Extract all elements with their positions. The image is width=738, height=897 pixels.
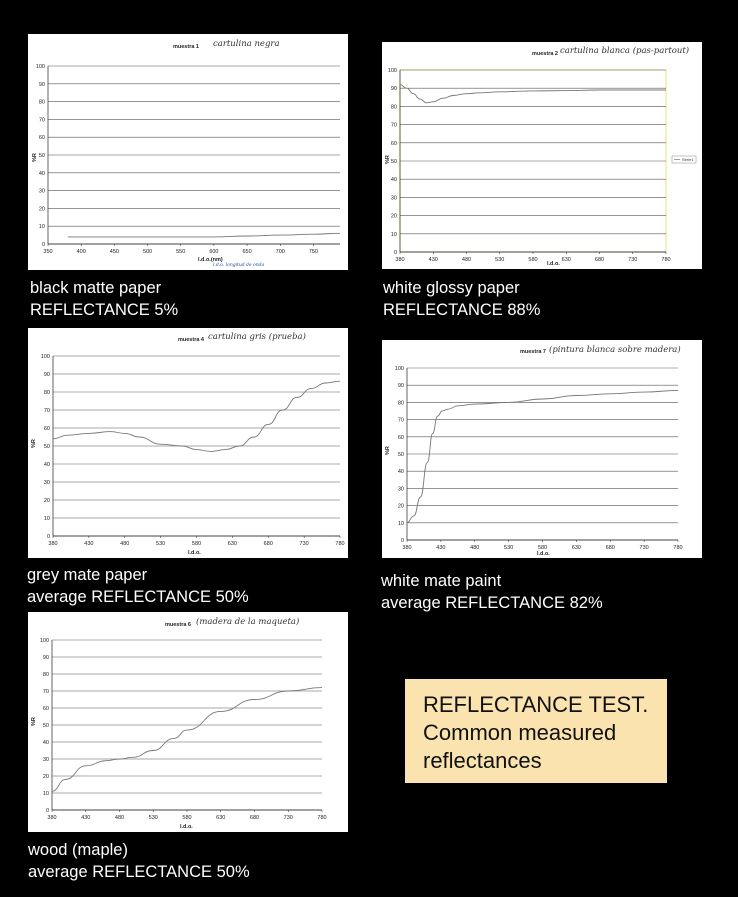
series-line (400, 85, 666, 103)
chart-panel-black-matte (28, 34, 348, 270)
y-tick-label: 70 (42, 689, 49, 695)
x-tick-label: 680 (594, 257, 605, 263)
caption-reflectance: average REFLECTANCE 50% (27, 588, 249, 606)
y-tick-label: 90 (38, 81, 45, 88)
y-tick-label: 70 (397, 417, 404, 424)
y-tick-label: 50 (42, 723, 49, 729)
x-tick-label: 480 (470, 545, 480, 551)
y-tick-label: 30 (43, 480, 50, 486)
y-tick-label: 100 (387, 68, 397, 74)
chart-panel-grey-mate (28, 328, 348, 558)
x-axis-label: l.d.o. (547, 261, 560, 267)
chart-svg-white-glossy (382, 42, 702, 269)
y-tick-label: 80 (38, 99, 45, 106)
y-tick-label: 40 (390, 177, 397, 184)
y-axis-label: %R (31, 717, 37, 726)
x-axis-label: l.d.o.(nm) (198, 257, 223, 263)
chart-panel-white-glossy (382, 42, 702, 269)
y-tick-label: 0 (393, 250, 397, 256)
y-tick-label: 10 (43, 516, 50, 522)
y-tick-label: 60 (42, 706, 49, 712)
x-tick-label: 380 (395, 257, 405, 263)
chart-svg-wood-maple (28, 612, 348, 832)
y-axis-label: %R (385, 446, 391, 455)
x-tick-label: 380 (48, 541, 58, 547)
caption-material: black matte paper (30, 279, 162, 297)
caption-grey-mate (27, 564, 249, 608)
y-tick-label: 70 (390, 122, 397, 129)
y-tick-label: 10 (42, 791, 49, 797)
y-tick-label: 60 (38, 135, 45, 142)
y-tick-label: 50 (43, 444, 50, 450)
x-tick-label: 630 (216, 815, 226, 821)
caption-reflectance: average REFLECTANCE 50% (28, 863, 250, 881)
x-axis-label: l.d.o. (180, 824, 193, 830)
summary-line-3: reflectances (423, 748, 542, 773)
y-tick-label: 50 (397, 452, 404, 458)
x-tick-label: 430 (84, 541, 94, 547)
x-tick-label: 580 (182, 815, 192, 821)
y-tick-label: 100 (40, 354, 50, 360)
y-tick-label: 100 (35, 64, 45, 70)
chart-panel-white-mate-paint (382, 340, 702, 558)
panel-title: muestra 4 (178, 337, 204, 343)
x-tick-label: 730 (283, 815, 293, 821)
caption-black-matte (30, 277, 178, 321)
x-axis-label: l.d.o. (188, 550, 201, 556)
y-tick-label: 80 (42, 672, 49, 678)
x-tick-label: 630 (227, 541, 237, 547)
y-tick-label: 60 (390, 140, 397, 147)
x-tick-label: 580 (537, 545, 548, 551)
panel-title: muestra 6 (165, 622, 191, 628)
y-tick-label: 100 (394, 366, 404, 372)
x-tick-label: 530 (156, 541, 166, 547)
y-tick-label: 30 (38, 188, 45, 195)
caption-reflectance: REFLECTANCE 88% (383, 301, 541, 319)
y-tick-label: 0 (400, 538, 404, 544)
caption-reflectance: REFLECTANCE 5% (30, 301, 179, 319)
y-tick-label: 10 (397, 520, 404, 527)
y-tick-label: 40 (38, 170, 45, 177)
y-axis-label: %R (31, 439, 37, 448)
x-tick-label: 680 (263, 541, 273, 547)
caption-material: grey mate paper (27, 566, 148, 584)
x-tick-label: 680 (605, 545, 615, 551)
caption-material: white glossy paper (383, 279, 520, 297)
x-tick-label: 580 (191, 541, 202, 547)
x-tick-label: 700 (275, 249, 285, 255)
y-tick-label: 40 (43, 462, 50, 468)
y-tick-label: 20 (42, 774, 49, 780)
series-line (407, 390, 678, 522)
y-tick-label: 80 (43, 390, 50, 396)
x-tick-label: 530 (495, 257, 505, 263)
y-tick-label: 20 (390, 213, 397, 220)
y-tick-label: 90 (390, 86, 397, 93)
y-tick-label: 40 (397, 469, 404, 476)
y-tick-label: 60 (43, 426, 50, 432)
x-tick-label: 500 (142, 249, 153, 255)
handwritten-label: (pintura blanca sobre madera) (549, 345, 681, 355)
summary-box (405, 679, 667, 783)
y-tick-label: 70 (43, 408, 50, 414)
y-tick-label: 90 (397, 383, 404, 390)
y-tick-label: 40 (42, 740, 49, 746)
caption-material: wood (maple) (28, 841, 128, 859)
handwritten-label: cartulina blanca (pas-partout) (560, 46, 690, 56)
y-tick-label: 20 (397, 503, 404, 510)
y-tick-label: 30 (42, 757, 49, 763)
y-tick-label: 50 (390, 159, 397, 165)
x-tick-label: 600 (209, 249, 219, 255)
y-tick-label: 30 (397, 486, 404, 493)
x-tick-label: 780 (335, 541, 345, 547)
summary-line-1: REFLECTANCE TEST. (423, 692, 649, 717)
chart-panel-wood-maple (28, 612, 348, 832)
y-tick-label: 100 (39, 638, 49, 644)
x-tick-label: 730 (628, 257, 638, 263)
x-tick-label: 380 (402, 545, 412, 551)
chart-svg-black-matte (28, 34, 348, 270)
x-tick-label: 530 (148, 815, 158, 821)
caption-white-mate-paint (381, 570, 603, 614)
y-axis-label: %R (385, 155, 391, 164)
x-tick-label: 430 (428, 257, 438, 263)
x-tick-label: 630 (571, 545, 581, 551)
x-tick-label: 630 (561, 257, 571, 263)
x-tick-label: 480 (461, 257, 472, 263)
y-tick-label: 90 (42, 655, 49, 661)
y-tick-label: 0 (46, 534, 50, 540)
y-tick-label: 80 (397, 400, 404, 407)
x-tick-label: 400 (76, 249, 86, 255)
x-tick-label: 730 (639, 545, 649, 551)
caption-wood-maple (28, 839, 250, 883)
x-tick-label: 780 (661, 257, 671, 263)
x-tick-label: 430 (436, 545, 446, 551)
x-tick-label: 450 (109, 249, 119, 255)
x-tick-label: 730 (299, 541, 309, 547)
chart-svg-white-mate-paint (382, 340, 702, 558)
caption-material: white mate paint (381, 572, 502, 590)
handwritten-label: cartulina gris (prueba) (208, 332, 306, 342)
y-tick-label: 50 (38, 153, 45, 159)
x-tick-label: 650 (242, 249, 252, 255)
handwritten-label: (madera de la maqueta) (196, 617, 300, 627)
x-tick-label: 680 (249, 815, 260, 821)
x-tick-label: 430 (81, 815, 91, 821)
handwritten-note: l.d.o. longitud de onda (213, 263, 265, 268)
panel-title: muestra 1 (173, 44, 199, 50)
x-tick-label: 550 (176, 249, 186, 255)
x-tick-label: 580 (528, 257, 538, 263)
x-tick-label: 780 (673, 545, 683, 551)
y-tick-label: 90 (43, 372, 50, 378)
y-tick-label: 20 (43, 498, 50, 504)
x-tick-label: 480 (120, 541, 130, 547)
x-tick-label: 350 (43, 249, 53, 255)
x-tick-label: 480 (114, 815, 125, 821)
y-tick-label: 10 (38, 224, 45, 231)
x-axis-label: l.d.o. (537, 551, 550, 557)
x-tick-label: 530 (504, 545, 514, 551)
legend-label: Serie1 (682, 157, 694, 162)
x-tick-label: 780 (317, 815, 327, 821)
y-tick-label: 0 (45, 808, 49, 814)
y-axis-label: %R (32, 153, 38, 162)
y-tick-label: 0 (41, 242, 45, 248)
y-tick-label: 60 (397, 434, 404, 441)
caption-reflectance: average REFLECTANCE 82% (381, 594, 603, 612)
handwritten-label: cartulina negra (213, 39, 280, 49)
x-tick-label: 380 (47, 815, 57, 821)
y-tick-label: 10 (390, 231, 397, 238)
y-tick-label: 30 (390, 195, 397, 202)
y-tick-label: 70 (38, 117, 45, 124)
caption-white-glossy (383, 277, 540, 321)
x-tick-label: 750 (308, 249, 319, 255)
y-tick-label: 20 (38, 206, 45, 213)
summary-line-2: Common measured (423, 720, 617, 745)
chart-svg-grey-mate (28, 328, 348, 558)
y-tick-label: 80 (390, 104, 397, 111)
panel-title: muestra 2 (532, 51, 558, 57)
series-line (68, 233, 340, 237)
panel-title: muestra 7 (520, 349, 546, 355)
